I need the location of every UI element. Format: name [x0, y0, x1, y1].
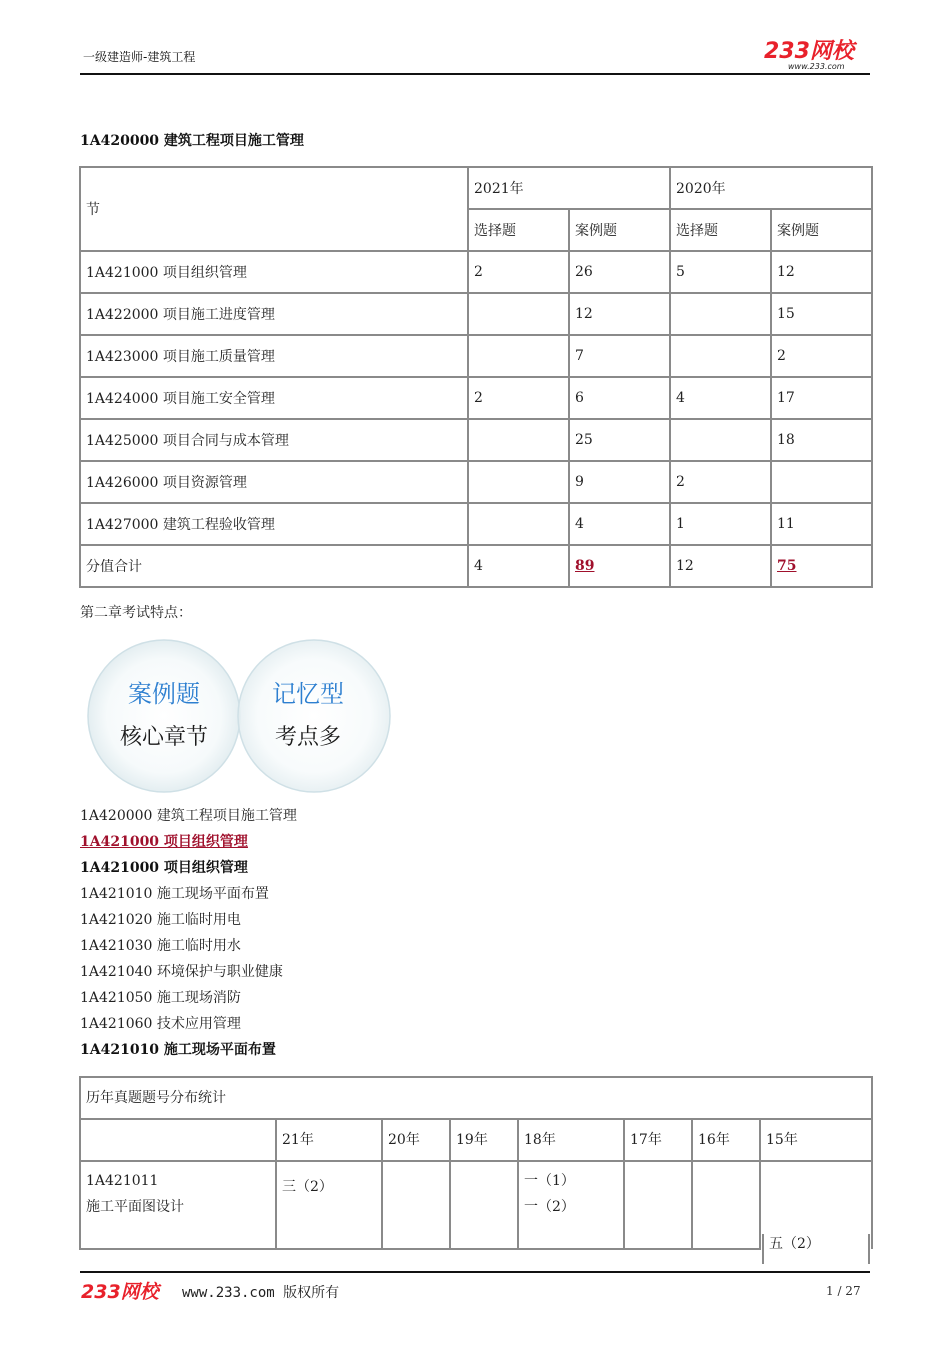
logo-url: www.233.com — [788, 62, 845, 71]
cell: 4 — [670, 377, 771, 419]
venn-right-title: 记忆型 — [272, 680, 344, 708]
cell-21: 三（2） — [276, 1161, 382, 1249]
outline-heading: 1A421000 项目组织管理 — [80, 860, 248, 876]
outline-item: 1A421040 环境保护与职业健康 — [80, 964, 283, 980]
year-header: 20年 — [382, 1119, 450, 1161]
year-header: 17年 — [624, 1119, 692, 1161]
cell-16 — [692, 1161, 760, 1249]
page-number: 1 / 27 — [826, 1284, 861, 1298]
cell — [468, 419, 569, 461]
distribution-title: 历年真题题号分布统计 — [80, 1077, 872, 1119]
total-row — [80, 545, 872, 587]
outline-item: 1A421060 技术应用管理 — [80, 1016, 241, 1032]
cell: 15 — [771, 293, 872, 335]
year-header: 19年 — [450, 1119, 518, 1161]
cell: 11 — [771, 503, 872, 545]
cell — [771, 461, 872, 503]
cell — [468, 461, 569, 503]
cell: 12 — [771, 251, 872, 293]
cell: 6 — [569, 377, 670, 419]
row-name: 1A426000 项目资源管理 — [80, 461, 468, 503]
outline-item: 1A421050 施工现场消防 — [80, 990, 241, 1006]
row-name: 1A427000 建筑工程验收管理 — [80, 503, 468, 545]
logo-text: 233网校 — [764, 39, 854, 64]
section-header-cell: 节 — [80, 167, 468, 251]
cell-19 — [450, 1161, 518, 1249]
cell — [670, 419, 771, 461]
chapter-note: 第二章考试特点： — [80, 605, 192, 621]
outline-link[interactable]: 1A421000 项目组织管理 — [80, 834, 248, 850]
cell-17 — [624, 1161, 692, 1249]
total-2021-case-link-cell — [569, 545, 670, 587]
section-title: 1A420000 建筑工程项目施工管理 — [80, 133, 304, 149]
outline-item: 1A421020 施工临时用电 — [80, 912, 241, 928]
cell: 4 — [569, 503, 670, 545]
total-label: 分值合计 — [80, 545, 468, 587]
table-row — [80, 377, 872, 419]
total-2020-case-link[interactable]: 75 — [777, 558, 797, 574]
venn-left-circle — [88, 640, 240, 792]
cell: 4 — [468, 545, 569, 587]
cell-18-line: 一（2） — [524, 1199, 575, 1215]
year-header-2021: 2021年 — [468, 167, 670, 209]
cell: 2 — [771, 335, 872, 377]
footer-divider — [80, 1271, 870, 1273]
table-row — [80, 419, 872, 461]
year-header: 16年 — [692, 1119, 760, 1161]
row-name: 1A422000 项目施工进度管理 — [80, 293, 468, 335]
year-header-2020: 2020年 — [670, 167, 872, 209]
venn-diagram — [76, 636, 402, 796]
outline-item: 1A421010 施工现场平面布置 — [80, 886, 269, 902]
row-name: 1A421000 项目组织管理 — [80, 251, 468, 293]
footer-logo-text: 233网校 — [81, 1281, 159, 1303]
cell: 7 — [569, 335, 670, 377]
topic-code: 1A421011 — [86, 1173, 159, 1189]
cell — [468, 293, 569, 335]
sub-header: 选择题 — [670, 209, 771, 251]
row-name: 1A423000 项目施工质量管理 — [80, 335, 468, 377]
table-row — [80, 1161, 872, 1249]
cell: 12 — [569, 293, 670, 335]
sub-header: 案例题 — [771, 209, 872, 251]
year-header: 21年 — [276, 1119, 382, 1161]
cell: 26 — [569, 251, 670, 293]
cell: 2 — [468, 377, 569, 419]
venn-left-sub: 核心章节 — [119, 725, 209, 750]
cell-20 — [382, 1161, 450, 1249]
cell-15-value: 五（2） — [769, 1236, 820, 1252]
cell: 25 — [569, 419, 670, 461]
footer-copyright: www.233.com 版权所有 — [182, 1285, 340, 1301]
table-row — [80, 503, 872, 545]
year-header: 15年 — [760, 1119, 872, 1161]
outline-list — [80, 803, 297, 1063]
sub-header: 案例题 — [569, 209, 670, 251]
cell-18 — [518, 1161, 624, 1249]
cell: 18 — [771, 419, 872, 461]
outline-item: 1A420000 建筑工程项目施工管理 — [80, 808, 297, 824]
sub-header: 选择题 — [468, 209, 569, 251]
row-name: 1A424000 项目施工安全管理 — [80, 377, 468, 419]
topic-cell — [80, 1161, 276, 1249]
total-2021-case-link[interactable]: 89 — [575, 558, 595, 574]
cell — [670, 293, 771, 335]
venn-right-circle — [238, 640, 390, 792]
empty-header-cell — [80, 1119, 276, 1161]
header-divider — [80, 73, 870, 75]
total-2020-case-link-cell — [771, 545, 872, 587]
cell: 12 — [670, 545, 771, 587]
venn-right-sub: 考点多 — [274, 725, 342, 750]
cell: 2 — [670, 461, 771, 503]
cell — [468, 335, 569, 377]
cell: 2 — [468, 251, 569, 293]
cell: 1 — [670, 503, 771, 545]
header-title: 一级建造师-建筑工程 — [83, 50, 196, 64]
cell-18-line: 一（1） — [524, 1173, 575, 1189]
cell: 17 — [771, 377, 872, 419]
year-header: 18年 — [518, 1119, 624, 1161]
table-row — [80, 293, 872, 335]
cell-15-continued — [762, 1234, 870, 1264]
brand-logo[interactable] — [762, 36, 874, 72]
outline-item: 1A421030 施工临时用水 — [80, 938, 241, 954]
table-row — [80, 251, 872, 293]
topic-name: 施工平面图设计 — [86, 1199, 184, 1215]
cell: 5 — [670, 251, 771, 293]
table-row — [80, 335, 872, 377]
footer-logo[interactable] — [80, 1278, 172, 1304]
outline-heading: 1A421010 施工现场平面布置 — [80, 1042, 276, 1058]
distribution-table — [79, 1076, 873, 1250]
row-name: 1A425000 项目合同与成本管理 — [80, 419, 468, 461]
venn-left-title: 案例题 — [128, 680, 200, 708]
score-table — [79, 166, 873, 588]
cell — [468, 503, 569, 545]
cell — [670, 335, 771, 377]
table-row — [80, 461, 872, 503]
cell: 9 — [569, 461, 670, 503]
